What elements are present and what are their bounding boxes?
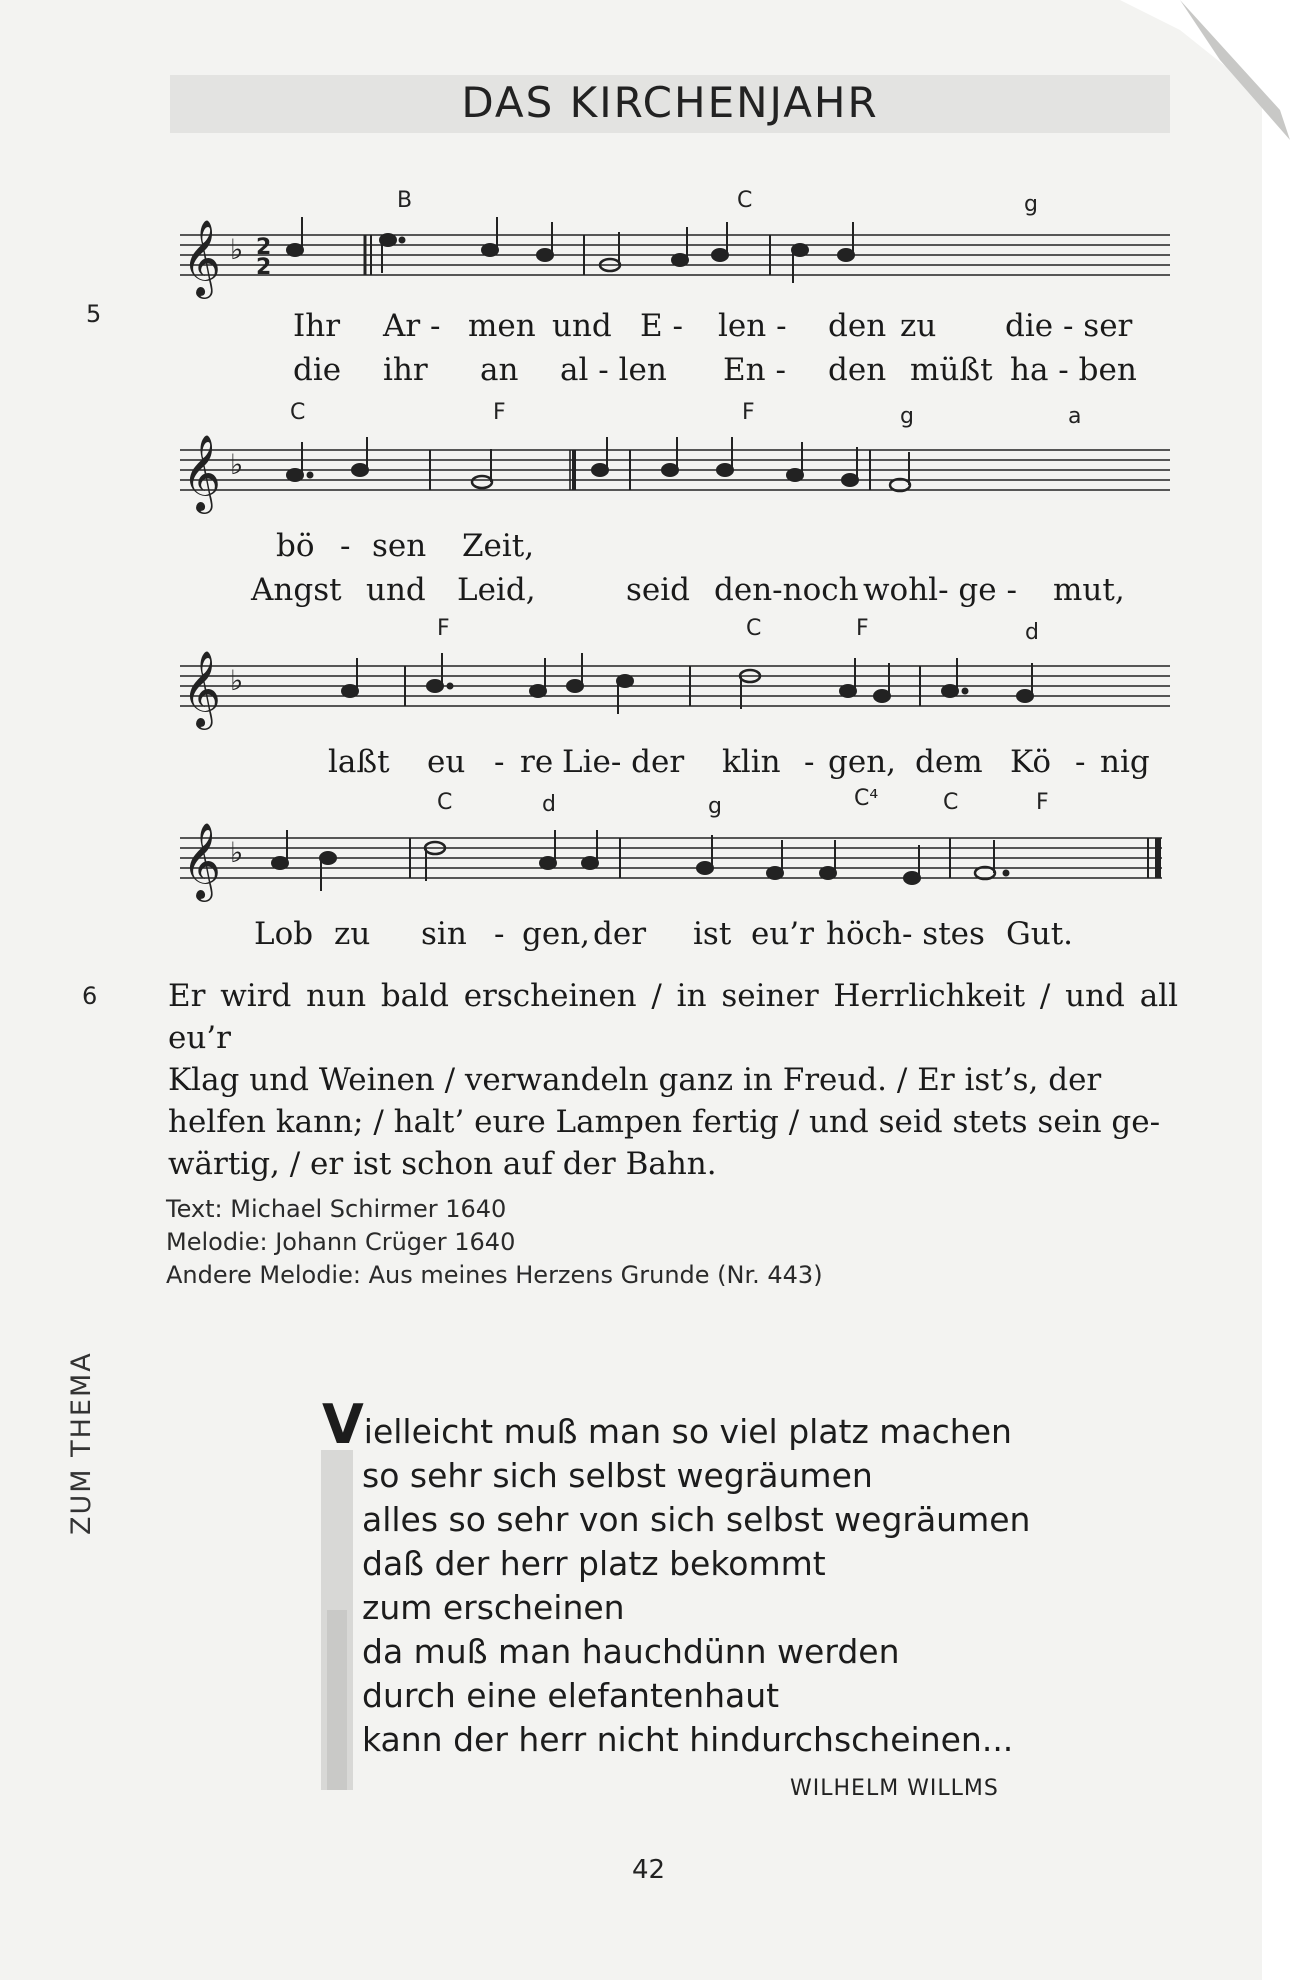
lyric-syllable: Angst	[251, 572, 342, 608]
chord: C	[737, 188, 753, 213]
svg-text:𝄞: 𝄞	[182, 650, 222, 727]
lyric-syllable: wohl- ge -	[863, 572, 1017, 608]
chord: F	[1036, 790, 1049, 815]
chord: C	[290, 400, 306, 425]
lyric-syllable: Kö	[1010, 744, 1051, 780]
lyric-syllable: -	[340, 528, 351, 564]
svg-text:♭: ♭	[230, 448, 244, 481]
chord: C⁴	[854, 786, 879, 811]
lyric-syllable: höch- stes	[826, 916, 985, 952]
lyric-syllable: -	[494, 744, 505, 780]
verse-line: Klag und Weinen / verwandeln ganz in Freud. / Er ist’s, der	[168, 1062, 1102, 1098]
lyric-syllable: sin	[421, 916, 467, 952]
poem-author: WILHELM WILLMS	[790, 1776, 999, 1801]
lyric-syllable: ihr	[383, 352, 428, 388]
poem-line: kann der herr nicht hindurchscheinen...	[362, 1720, 1014, 1759]
lyric-syllable: gen,	[828, 744, 897, 780]
chord: F	[742, 400, 755, 425]
lyric-syllable: E -	[640, 308, 683, 344]
chord: F	[437, 616, 450, 641]
lyric-syllable: Ihr	[293, 308, 341, 344]
lyric-syllable: die	[293, 352, 342, 388]
drop-cap: V	[322, 1393, 364, 1456]
melody-credit: Melodie: Johann Crüger 1640	[166, 1228, 516, 1256]
music-staff-4	[170, 808, 1170, 918]
lyric-syllable: gen,	[522, 916, 591, 952]
lyric-syllable: Leid,	[457, 572, 536, 608]
lyric-syllable: zu	[334, 916, 371, 952]
poem-line: durch eine elefantenhaut	[362, 1676, 780, 1715]
lyric-syllable: Ar -	[383, 308, 441, 344]
lyric-syllable: nig	[1100, 744, 1150, 780]
lyric-syllable: den-noch	[714, 572, 859, 608]
lyric-syllable: laßt	[328, 744, 390, 780]
lyric-syllable: der	[593, 916, 647, 952]
poem-line: daß der herr platz bekommt	[362, 1544, 826, 1583]
lyric-syllable: bö	[276, 528, 315, 564]
lyric-syllable: eu	[427, 744, 466, 780]
verse-6-text	[168, 975, 1178, 1185]
lyric-syllable: an	[480, 352, 519, 388]
svg-text:♭: ♭	[230, 233, 244, 266]
lyric-syllable: Zeit,	[462, 528, 535, 564]
chord: B	[397, 188, 413, 213]
svg-text:𝄞: 𝄞	[182, 822, 222, 899]
poem-line: so sehr sich selbst wegräumen	[362, 1456, 873, 1495]
lyric-syllable: -	[804, 744, 815, 780]
alt-melody-credit: Andere Melodie: Aus meines Herzens Grunde (Nr. 443)	[166, 1261, 823, 1289]
verse-line: Er wird nun bald erscheinen / in seiner Herrlichkeit / und all eu’r	[168, 978, 1178, 1056]
lyric-syllable: Lob	[254, 916, 314, 952]
verse-line: helfen kann; / halt’ eure Lampen fertig / und seid stets sein ge-	[168, 1104, 1161, 1140]
svg-text:𝄞: 𝄞	[182, 219, 222, 296]
poem	[322, 1393, 1031, 1762]
lyric-syllable: die - ser	[1005, 308, 1133, 344]
chord: g	[1024, 192, 1038, 217]
lyric-syllable: En -	[723, 352, 786, 388]
lyric-syllable: und	[552, 308, 612, 344]
lyric-syllable: eu’r	[751, 916, 814, 952]
chord: F	[493, 400, 506, 425]
verse-number-6: 6	[82, 982, 98, 1010]
music-staff-1	[170, 205, 1170, 315]
lyric-syllable: al - len	[560, 352, 667, 388]
verse-line: wärtig, / er ist schon auf der Bahn.	[168, 1146, 717, 1182]
verse-number-5: 5	[86, 300, 102, 328]
lyric-syllable: den	[828, 352, 887, 388]
svg-text:2: 2	[256, 235, 272, 260]
poem-line: da muß man hauchdünn werden	[362, 1632, 900, 1671]
music-staff-3	[170, 636, 1170, 746]
chord: C	[746, 616, 762, 641]
chord: g	[900, 404, 914, 429]
page-number: 42	[632, 1855, 666, 1885]
lyric-syllable: mut,	[1053, 572, 1125, 608]
poem-first-line	[322, 1393, 1030, 1456]
chord: a	[1068, 404, 1082, 429]
lyric-syllable: seid	[626, 572, 691, 608]
poem-line: zum erscheinen	[362, 1588, 625, 1627]
svg-text:♭: ♭	[230, 836, 244, 869]
chord: d	[542, 792, 556, 817]
svg-text:♭: ♭	[230, 664, 244, 697]
text-credit: Text: Michael Schirmer 1640	[166, 1195, 507, 1223]
lyric-syllable: sen	[372, 528, 427, 564]
lyric-syllable: Lie- der	[562, 744, 685, 780]
lyric-syllable: müßt	[910, 352, 993, 388]
chord: C	[943, 790, 959, 815]
chord: F	[856, 616, 869, 641]
lyric-syllable: re	[520, 744, 554, 780]
music-staff-2	[170, 420, 1170, 530]
lyric-syllable: und	[366, 572, 426, 608]
chord: C	[437, 790, 453, 815]
lyric-syllable: ha - ben	[1010, 352, 1137, 388]
poem-line: ielleicht muß man so viel platz machen	[363, 1412, 1012, 1451]
lyric-syllable: -	[494, 916, 505, 952]
lyric-syllable: klin	[722, 744, 781, 780]
svg-text:2: 2	[256, 255, 272, 280]
lyric-syllable: dem	[915, 744, 983, 780]
lyric-syllable: men	[468, 308, 536, 344]
lyric-syllable: -	[1075, 744, 1086, 780]
chord: d	[1025, 620, 1039, 645]
lyric-syllable: zu	[900, 308, 937, 344]
lyric-syllable: ist	[693, 916, 732, 952]
page-title: DAS KIRCHENJAHR	[461, 78, 879, 127]
lyric-syllable: len -	[718, 308, 787, 344]
poem-line: alles so sehr von sich selbst wegräumen	[362, 1500, 1031, 1539]
lyric-syllable: den	[828, 308, 887, 344]
lyric-syllable: Gut.	[1006, 916, 1074, 952]
svg-text:𝄞: 𝄞	[182, 434, 222, 511]
side-label: ZUM THEMA	[66, 1351, 97, 1535]
chord: g	[708, 794, 722, 819]
credits	[166, 1193, 823, 1292]
